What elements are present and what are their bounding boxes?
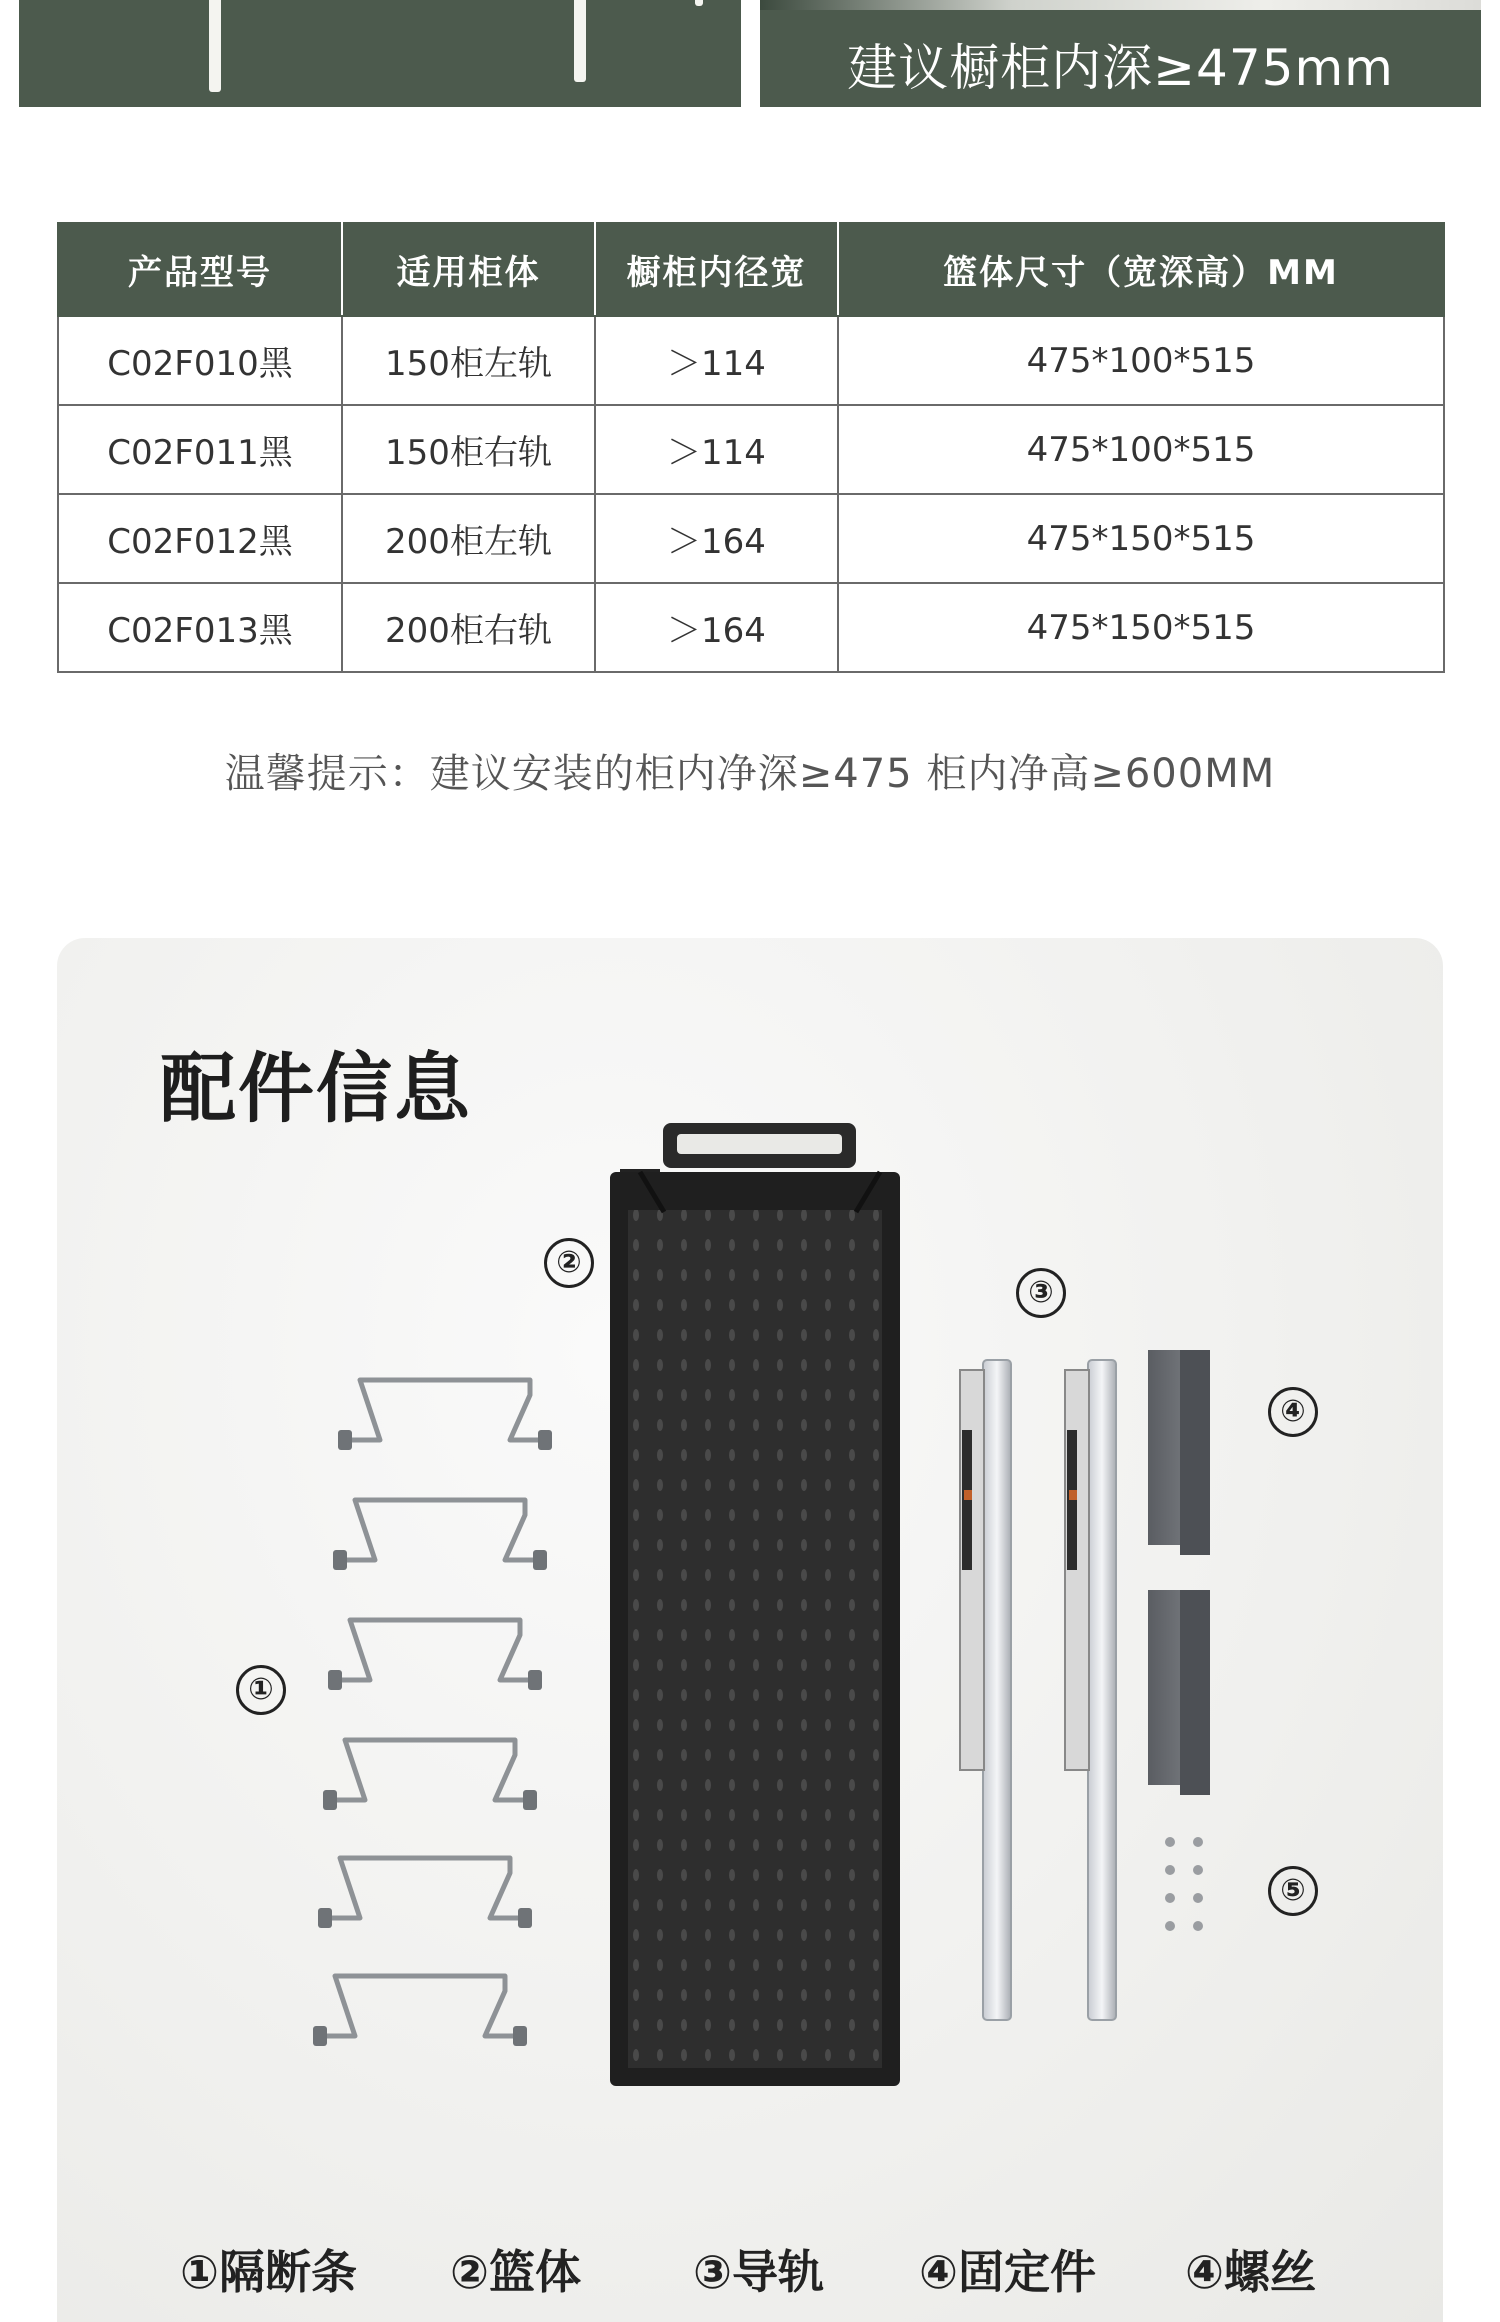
cell-model: C02F011黑 xyxy=(58,405,342,494)
cell-basket-size: 475*150*515 xyxy=(838,494,1444,583)
header-basket-size: 篮体尺寸（宽深高）MM xyxy=(838,223,1444,316)
cell-cabinet: 200柜左轨 xyxy=(342,494,595,583)
marker-rail: ③ xyxy=(1016,1268,1066,1318)
label-screw: ④螺丝 xyxy=(1185,2245,1316,2299)
cell-cabinet: 200柜右轨 xyxy=(342,583,595,672)
header-cabinet: 适用柜体 xyxy=(342,223,595,316)
bracket-icon xyxy=(1148,1350,1210,1795)
cell-basket-size: 475*150*515 xyxy=(838,583,1444,672)
cell-cabinet: 150柜左轨 xyxy=(342,316,595,405)
header-inner-width: 橱柜内径宽 xyxy=(595,223,838,316)
label-basket: ②篮体 xyxy=(450,2245,581,2299)
basket-icon xyxy=(610,1123,900,2086)
cell-model: C02F013黑 xyxy=(58,583,342,672)
cell-basket-size: 475*100*515 xyxy=(838,316,1444,405)
label-bracket: ④固定件 xyxy=(919,2245,1096,2299)
cell-inner-width: ＞164 xyxy=(595,494,838,583)
screw-icon xyxy=(1165,1837,1203,1931)
marker-basket: ② xyxy=(544,1238,594,1288)
marker-screw: ⑤ xyxy=(1268,1866,1318,1916)
header-model: 产品型号 xyxy=(58,223,342,316)
accessory-labels xyxy=(57,2236,1443,2316)
banner-caption: 建议橱柜内深≥475mm xyxy=(847,39,1394,97)
marker-bracket: ④ xyxy=(1268,1387,1318,1437)
cell-inner-width: ＞164 xyxy=(595,583,838,672)
accessories-title: 配件信息 xyxy=(160,1044,472,1133)
label-rail: ③导轨 xyxy=(693,2245,824,2299)
cell-model: C02F010黑 xyxy=(58,316,342,405)
cell-inner-width: ＞114 xyxy=(595,316,838,405)
cell-model: C02F012黑 xyxy=(58,494,342,583)
divider-bar-icon xyxy=(320,1380,545,2036)
cell-cabinet: 150柜右轨 xyxy=(342,405,595,494)
marker-divider: ① xyxy=(236,1665,286,1715)
cell-basket-size: 475*100*515 xyxy=(838,405,1444,494)
label-divider: ①隔断条 xyxy=(180,2245,357,2299)
slide-rail-icon xyxy=(960,1360,1116,2020)
cell-inner-width: ＞114 xyxy=(595,405,838,494)
install-tip: 温馨提示：建议安装的柜内净深≥475 柜内净高≥600MM xyxy=(224,751,1276,797)
